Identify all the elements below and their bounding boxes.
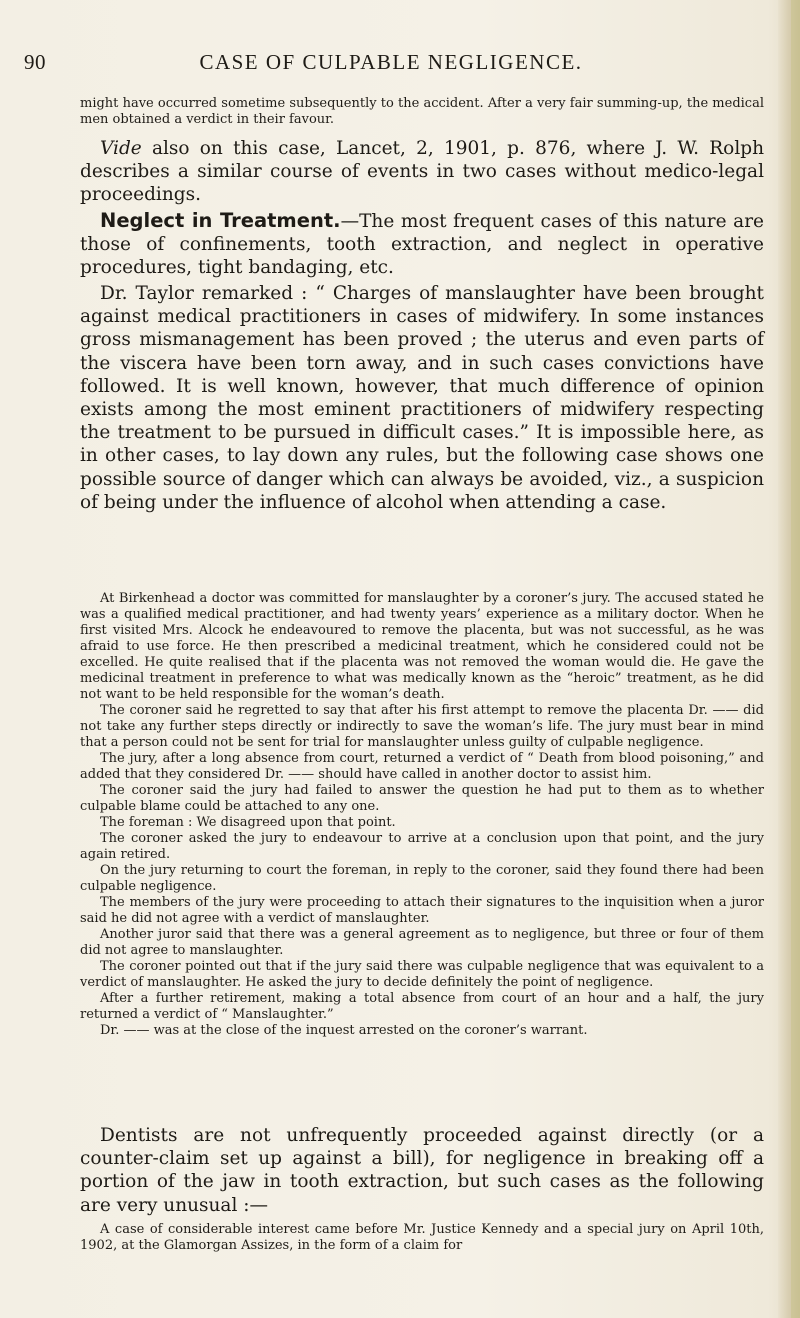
section-intro: —The most frequent cases of this nature are those of confinements, tooth extraction, and neglect in operative procedures, tight bandaging, etc. [80,211,765,279]
case-paragraph: The coroner asked the jury to endeavour to arrive at a conclusion upon that point, and the jury again retired. [80,831,764,862]
case-paragraph: Another juror said that there was a general agreement as to negligence, but three or four of them did not agree to manslaughter. [80,927,764,958]
case-paragraph: After a further retirement, making a total absence from court of an hour and a half, the jury returned a verdict of “ Manslaughter.” [80,991,764,1022]
section-neglect-in-treatment [80,209,764,280]
vide-rest: also on this case, Lancet, 2, 1901, p. 876, where J. W. Rolph describes a similar course of events in two cases without medico-legal proceedings. [80,138,764,206]
case-paragraph: The members of the jury were proceeding to attach their signatures to the inquisition when a juror said he did not agree with a verdict of manslaughter. [80,895,764,926]
page-edge-tint [791,0,800,1318]
paragraph-text [80,209,764,280]
case-paragraph: The coroner said he regretted to say that after his first attempt to remove the placenta Dr. —— did not take any further steps directly or indirectly to save the woman’s life. The jury must bear in mind that a person could not be sent for trial for manslaughter unless guilty of culpable negligence. [80,703,764,750]
case-paragraph: The foreman : We disagreed upon that point. [100,815,396,830]
vide-word: Vide [100,138,142,159]
paragraph-text: might have occurred sometime subsequently to the accident. After a very fair summing-up, the medical men obtained a verdict in their favour. [80,96,764,127]
page-header [24,50,758,78]
section-heading: Neglect in Treatment. [100,209,341,232]
page-number: 90 [24,50,46,74]
case-paragraph: At Birkenhead a doctor was committed for manslaughter by a coroner’s jury. The accused stated he was a qualified medical practitioner, and had twenty years’ experience as a military doctor. When he first visited Mrs. Alcock he endeavoured to remove the placenta, but was not successful, as he was afraid to use force. He then prescribed a medicinal treatment, which he considered could not be excelled. He quite realised that if the placenta was not removed the woman would die. He gave the medicinal treatment in preference to what was medically known as the “heroic” treatment, as he did not want to be held responsible for the woman’s death. [80,591,764,702]
paragraph-taylor-quote [80,282,764,514]
case-report-glamorgan [80,1222,764,1254]
paragraph-vide [80,137,764,207]
case-paragraph: A case of considerable interest came before Mr. Justice Kennedy and a special jury on April 10th, 1902, at the Glamorgan Assizes, in the form of a claim for [80,1222,764,1253]
paragraph-text [80,137,764,207]
case-report-birkenhead [80,591,764,1039]
case-paragraph: The jury, after a long absence from court, returned a verdict of “ Death from blood poisoning,” and added that they considered Dr. —— should have called in another doctor to assist him. [80,751,764,782]
case-paragraph: The coroner said the jury had failed to answer the question he had put to them as to whether culpable blame could be attached to any one. [80,783,764,814]
paragraph-text: Dentists are not unfrequently proceeded against directly (or a counter-claim set up against a bill), for negligence in breaking off a portion of the jaw in tooth extraction, but such cases as the following are very unusual :— [80,1125,764,1216]
paragraph-dentists [80,1124,764,1217]
paragraph-text: Dr. Taylor remarked : “ Charges of manslaughter have been brought against medical practitioners in cases of midwifery. In some instances gross mismanagement has been proved ; the uterus and even parts of the viscera have been torn away, and in such cases convictions have followed. It is well known, however, that much difference of opinion exists among the most eminent practitioners of midwifery respecting the treatment to be pursued in difficult cases.” It is impossible here, as in other cases, to lay down any rules, but the following case shows one possible source of danger which can always be avoided, viz., a suspicion of being under the influence of alcohol when attending a case. [80,283,764,513]
paragraph-summing-up [80,96,764,128]
case-paragraph: The coroner pointed out that if the jury said there was culpable negligence that was equivalent to a verdict of manslaughter. He asked the jury to decide definitely the point of negligence. [80,959,764,990]
case-paragraph: On the jury returning to court the foreman, in reply to the coroner, said they found there had been culpable negligence. [80,863,764,894]
case-paragraph: Dr. —— was at the close of the inquest arrested on the coroner’s warrant. [100,1023,588,1038]
running-title: CASE OF CULPABLE NEGLIGENCE. [199,50,583,74]
